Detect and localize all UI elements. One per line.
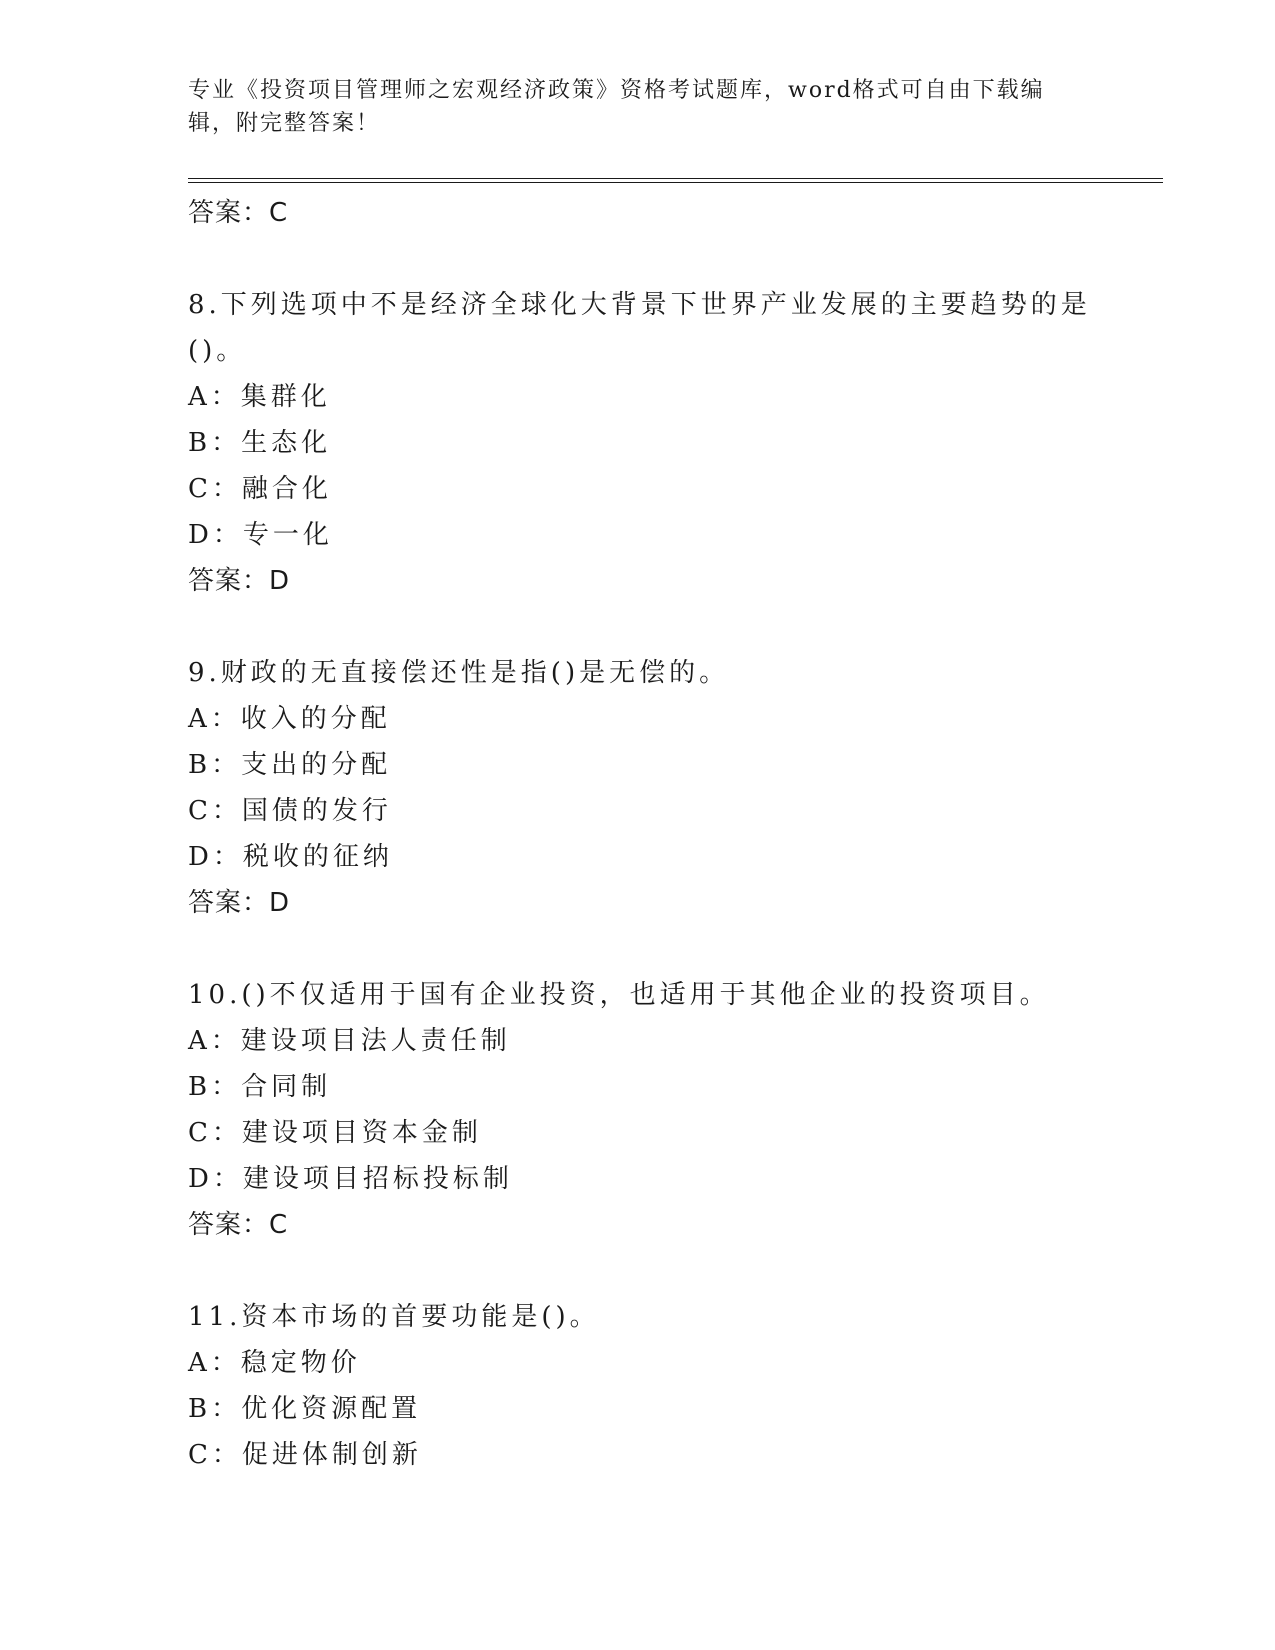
option-b: B：合同制 (188, 1072, 332, 1102)
option-c: C：促进体制创新 (188, 1440, 422, 1470)
document-header (188, 74, 1068, 140)
header-divider (188, 178, 1163, 183)
answer-line: 答案：C (188, 1210, 289, 1240)
question-stem: 8.下列选项中不是经济全球化大背景下世界产业发展的主要趋势的是 (188, 290, 1091, 320)
option-b: B：支出的分配 (188, 750, 392, 780)
question-stem: 10.()不仅适用于国有企业投资，也适用于其他企业的投资项目。 (188, 980, 1050, 1010)
option-c: C：国债的发行 (188, 796, 392, 826)
header-line-1: 专业《投资项目管理师之宏观经济政策》资格考试题库，word格式可自由下载编 (188, 78, 1045, 103)
option-a: A：建设项目法人责任制 (188, 1026, 511, 1056)
spacer (188, 236, 1088, 282)
question-stem: 9.财政的无直接偿还性是指()是无偿的。 (188, 658, 730, 688)
option-d: D：专一化 (188, 520, 333, 550)
option-a: A：集群化 (188, 382, 331, 412)
spacer (188, 604, 1088, 650)
answer-line: 答案：D (188, 566, 291, 596)
option-a: A：收入的分配 (188, 704, 391, 734)
spacer (188, 1248, 1088, 1294)
option-c: C：融合化 (188, 474, 332, 504)
question-stem-continued: ()。 (188, 336, 247, 366)
question-block (188, 1294, 1088, 1478)
answer-line: 答案：D (188, 888, 291, 918)
document-body (188, 190, 1091, 1478)
option-a: A：稳定物价 (188, 1348, 361, 1378)
question-block (188, 282, 1091, 604)
answer-line: 答案：C (188, 198, 289, 228)
option-b: B：优化资源配置 (188, 1394, 422, 1424)
question-block (188, 972, 1088, 1248)
option-c: C：建设项目资本金制 (188, 1118, 482, 1148)
question-stem: 11.资本市场的首要功能是()。 (188, 1302, 600, 1332)
spacer (188, 926, 1088, 972)
option-b: B：生态化 (188, 428, 332, 458)
question-block (188, 650, 1088, 926)
option-d: D：税收的征纳 (188, 842, 393, 872)
header-line-2: 辑，附完整答案！ (188, 111, 381, 136)
option-d: D：建设项目招标投标制 (188, 1164, 513, 1194)
